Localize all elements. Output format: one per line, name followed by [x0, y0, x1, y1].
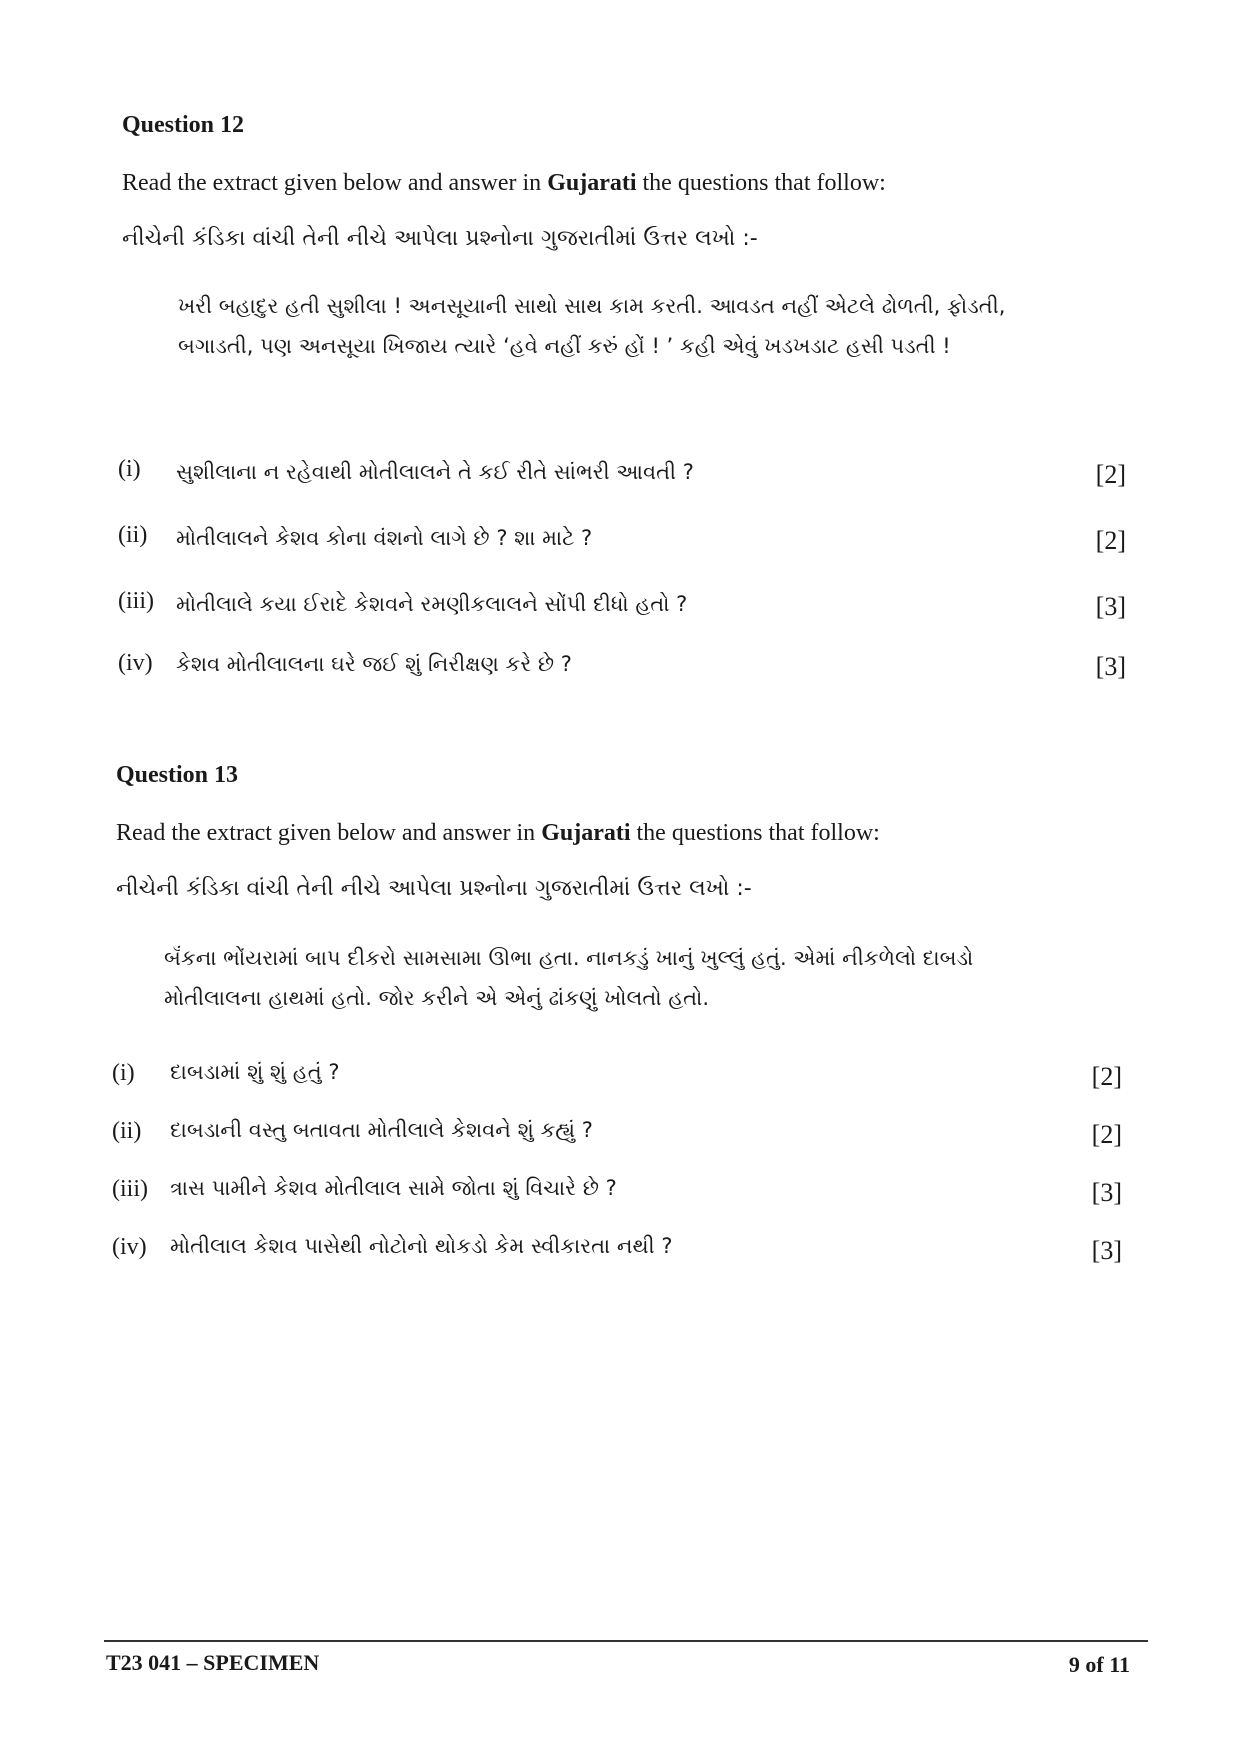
question-13-item-text: ત્રાસ પામીને કેશવ મોતીલાલ સામે જોતા શું વિચારે છે ? [170, 1176, 617, 1200]
instruction-text-end: the questions that follow: [630, 820, 880, 846]
question-13-extract: બૅંકના ભોંયરામાં બાપ દીકરો સામસામા ઊભા હતા. નાનકડું ખાનું ખુલ્લું હતું. એમાં નીકળેલો દાબડો મોતીલાલના હાથમાં હતો. જોર કરીને એ એનું ઢાંકણું ખોલતો હતો. [164, 946, 974, 1010]
question-12-extract: ખરી બહાદુર હતી સુશીલા ! અનસૂયાની સાથો સાથ કામ કરતી. આવડત નહીં એટલે ઢોળતી, ફોડતી, બગાડતી, પણ અનસૂયા ખિજાય ત્યારે ‘હવે નહીં કરું હોં ! ’ કહી એવું ખડખડાટ હસી પડતી ! [178, 294, 1006, 358]
question-13-instruction [116, 820, 880, 847]
question-12-item-marks: [2] [1095, 460, 1126, 489]
question-13-title: Question 13 [116, 762, 239, 788]
question-13-item-text: મોતીલાલ કેશવ પાસેથી નોટોનો થોકડો કેમ સ્વીકારતા નથી ? [170, 1234, 673, 1258]
question-12-item-text: કેશવ મોતીલાલના ઘરે જઈ શું નિરીક્ષણ કરે છે ? [176, 652, 572, 676]
question-13-item-marks: [3] [1091, 1236, 1122, 1265]
instruction-text-end: the questions that follow: [636, 170, 886, 196]
question-12-item-num: (ii) [118, 522, 148, 548]
question-13-item-marks: [2] [1091, 1120, 1122, 1149]
instruction-text: Read the extract given below and answer in [116, 820, 542, 846]
instruction-language: Gujarati [547, 170, 637, 196]
question-13-item-marks: [2] [1091, 1062, 1122, 1091]
question-13-item-num: (ii) [112, 1118, 142, 1144]
question-12-item-marks: [3] [1095, 592, 1126, 621]
question-13-item-num: (i) [112, 1060, 135, 1086]
question-13-item-marks: [3] [1091, 1178, 1122, 1207]
question-13-item-text: દાબડામાં શું શું હતું ? [170, 1060, 340, 1084]
question-12-title: Question 12 [122, 112, 245, 138]
question-12-item-text: મોતીલાલે કયા ઈરાદે કેશવને રમણીકલાલને સોંપી દીધો હતો ? [176, 592, 688, 616]
footer-divider [104, 1640, 1148, 1642]
question-12-item-marks: [3] [1095, 652, 1126, 681]
instruction-language: Gujarati [541, 820, 631, 846]
question-13-item-num: (iii) [112, 1176, 148, 1202]
footer-paper-code: T23 041 – SPECIMEN [106, 1650, 320, 1675]
question-13-item-num: (iv) [112, 1234, 147, 1260]
question-12-item-marks: [2] [1095, 526, 1126, 555]
question-12-gujarati-instruction: નીચેની કંડિકા વાંચી તેની નીચે આપેલા પ્રશ્નોના ગુજરાતીમાં ઉત્તર લખો :- [122, 226, 758, 251]
question-12-item-text: સુશીલાના ન રહેવાથી મોતીલાલને તે કઈ રીતે સાંભરી આવતી ? [176, 460, 694, 484]
question-13-item-text: દાબડાની વસ્તુ બતાવતા મોતીલાલે કેશવને શું કહ્યું ? [170, 1118, 593, 1142]
question-12-item-text: મોતીલાલને કેશવ કોના વંશનો લાગે છે ? શા માટે ? [176, 526, 593, 550]
question-12-instruction [122, 170, 886, 197]
instruction-text: Read the extract given below and answer in [122, 170, 548, 196]
question-12-item-num: (i) [118, 456, 141, 482]
footer-page-number: 9 of 11 [1068, 1652, 1130, 1677]
question-13-gujarati-instruction: નીચેની કંડિકા વાંચી તેની નીચે આપેલા પ્રશ્નોના ગુજરાતીમાં ઉત્તર લખો :- [116, 876, 752, 901]
question-12-item-num: (iv) [118, 650, 153, 676]
question-12-item-num: (iii) [118, 588, 154, 614]
